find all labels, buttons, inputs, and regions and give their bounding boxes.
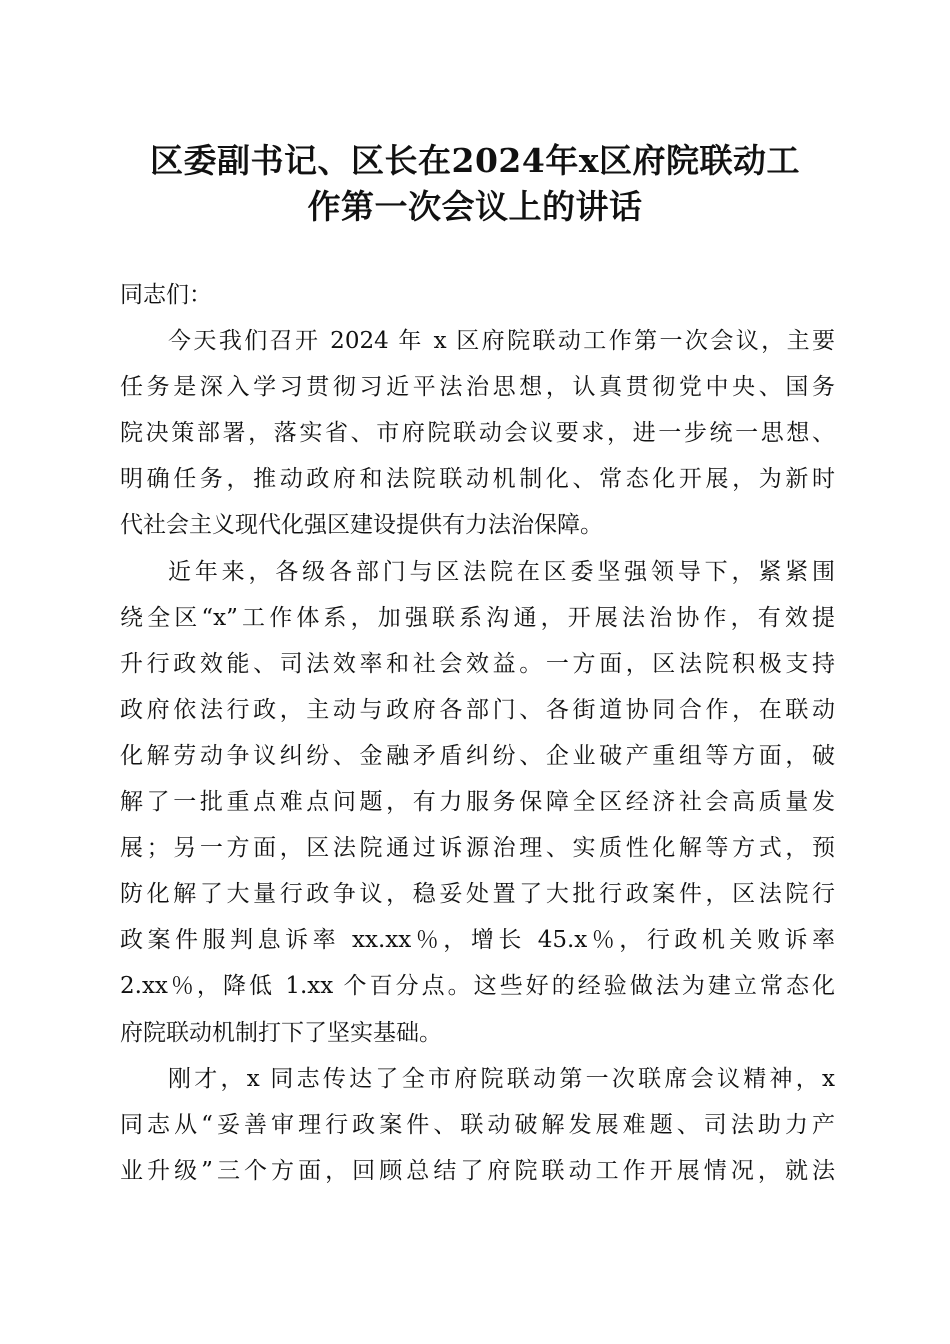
paragraph-line: 任务是深入学习贯彻习近平法治思想，认真贯彻党中央、国务 — [120, 374, 835, 401]
greeting: 同志们： — [120, 282, 212, 308]
paragraph-line: 刚才，x 同志传达了全市府院联动第一次联席会议精神，x — [168, 1065, 835, 1092]
paragraph-line: 展；另一方面，区法院通过诉源治理、实质性化解等方式，预 — [120, 835, 835, 862]
paragraph-line: 政府依法行政，主动与政府各部门、各街道协同合作，在联动 — [120, 696, 835, 723]
paragraph-line: 府院联动机制打下了坚实基础。 — [120, 1019, 442, 1046]
paragraph-line: 明确任务，推动政府和法院联动机制化、常态化开展，为新时 — [120, 466, 835, 493]
paragraph-3 — [120, 1056, 835, 1194]
document-title — [110, 138, 840, 230]
paragraph-line: 解了一批重点难点问题，有力服务保障全区经济社会高质量发 — [120, 789, 835, 816]
paragraph-line: 近年来，各级各部门与区法院在区委坚强领导下，紧紧围 — [168, 558, 835, 585]
paragraph-line: 化解劳动争议纠纷、金融矛盾纠纷、企业破产重组等方面，破 — [120, 742, 835, 769]
document-body — [120, 272, 835, 1194]
paragraph-2 — [120, 549, 835, 1056]
paragraph-line: 院决策部署，落实省、市府院联动会议要求，进一步统一思想、 — [120, 420, 835, 447]
paragraph-line: 同志从“妥善审理行政案件、联动破解发展难题、司法助力产 — [120, 1111, 835, 1138]
paragraph-line: 绕全区“x”工作体系，加强联系沟通，开展法治协作，有效提 — [120, 604, 835, 631]
paragraph-line: 代社会主义现代化强区建设提供有力法治保障。 — [120, 512, 603, 539]
paragraph-line: 2.xx％，降低 1.xx 个百分点。这些好的经验做法为建立常态化 — [120, 973, 835, 1000]
paragraph-line: 政案件服判息诉率 xx.xx％，增长 45.x％，行政机关败诉率 — [120, 927, 835, 954]
paragraph-line: 防化解了大量行政争议，稳妥处置了大批行政案件，区法院行 — [120, 881, 835, 908]
paragraph-1 — [120, 318, 835, 548]
paragraph-line: 升行政效能、司法效率和社会效益。一方面，区法院积极支持 — [120, 650, 835, 677]
title-line-1: 区委副书记、区长在2024年x区府院联动工 — [149, 141, 801, 180]
paragraph-line: 今天我们召开 2024 年 x 区府院联动工作第一次会议，主要 — [168, 328, 835, 355]
title-line-2: 作第一次会议上的讲话 — [307, 187, 643, 226]
paragraph-line: 业升级”三个方面，回顾总结了府院联动工作开展情况，就法 — [120, 1157, 835, 1184]
